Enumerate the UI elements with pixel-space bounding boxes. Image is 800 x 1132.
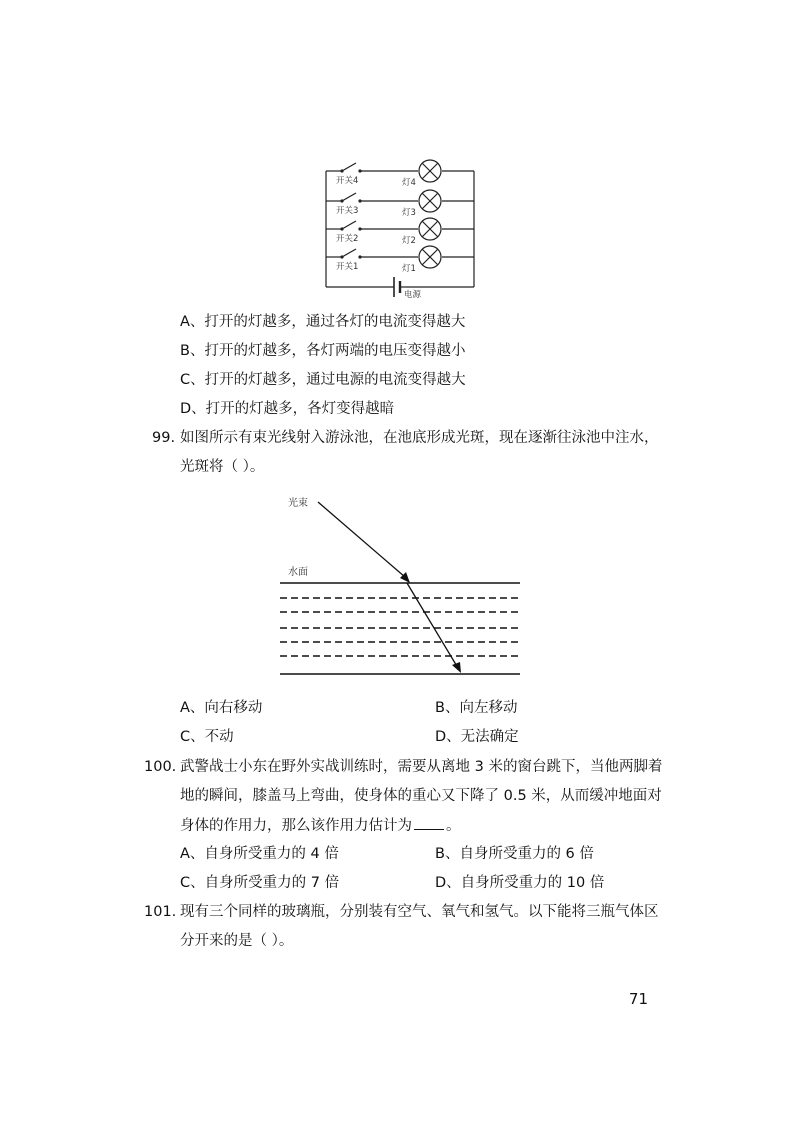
- lamp-label-1: 灯1: [402, 264, 416, 274]
- q100-number: 100.: [144, 759, 177, 775]
- switch-label-2: 开关2: [336, 234, 359, 244]
- source-label: 电源: [404, 290, 422, 300]
- q98-option-b: B、打开的灯越多，各灯两端的电压变得越小: [180, 343, 466, 359]
- lamp-label-2: 灯2: [402, 236, 416, 246]
- q100-stem-line2: 地的瞬间，膝盖马上弯曲，使身体的重心又下降了 0.5 米，从而缓冲地面对: [180, 788, 662, 804]
- q101-stem-line2: 分开来的是（ ）。: [180, 933, 294, 949]
- q100-option-b: B、自身所受重力的 6 倍: [435, 846, 594, 862]
- surface-label: 水面: [288, 567, 308, 578]
- light-beam-figure: [280, 492, 525, 678]
- q99-stem-line2: 光斑将（ ）。: [180, 459, 265, 475]
- q98-option-a: A、打开的灯越多，通过各灯的电流变得越大: [180, 314, 466, 330]
- q99-option-c: C、不动: [180, 729, 234, 745]
- q100-stem-line1: 武警战士小东在野外实战训练时，需要从离地 3 米的窗台跳下，当他两脚着: [180, 759, 663, 775]
- q100-option-d: D、自身所受重力的 10 倍: [435, 875, 605, 891]
- q100-option-a: A、自身所受重力的 4 倍: [180, 846, 339, 862]
- lamp-label-3: 灯3: [402, 208, 416, 218]
- q99-option-b: B、向左移动: [435, 700, 518, 716]
- q101-stem-line1: 现有三个同样的玻璃瓶，分别装有空气、氧气和氢气。以下能将三瓶气体区: [180, 904, 659, 920]
- q100-option-c: C、自身所受重力的 7 倍: [180, 875, 340, 891]
- q99-stem-line1: 如图所示有束光线射入游泳池，在池底形成光斑，现在逐渐往泳池中注水，: [180, 430, 659, 446]
- circuit-diagram: [320, 155, 480, 300]
- answer-blank: [414, 816, 444, 830]
- q100-stem-line3: [180, 816, 461, 835]
- q100-stem-line3-text: 身体的作用力，那么该作用力估计为: [180, 818, 412, 834]
- lamp-label-4: 灯4: [402, 178, 416, 188]
- beam-label: 光束: [288, 498, 308, 509]
- q100-stem-line3-end: 。: [446, 818, 461, 834]
- q99-option-a: A、向右移动: [180, 700, 263, 716]
- q99-number: 99.: [152, 430, 176, 446]
- q98-option-c: C、打开的灯越多，通过电源的电流变得越大: [180, 372, 466, 388]
- switch-label-3: 开关3: [336, 206, 359, 216]
- switch-label-4: 开关4: [336, 176, 359, 186]
- q98-option-d: D、打开的灯越多，各灯变得越暗: [180, 401, 395, 417]
- page-number: 71: [628, 990, 648, 1008]
- switch-label-1: 开关1: [336, 262, 359, 272]
- q99-option-d: D、无法确定: [435, 729, 519, 745]
- q101-number: 101.: [144, 904, 177, 920]
